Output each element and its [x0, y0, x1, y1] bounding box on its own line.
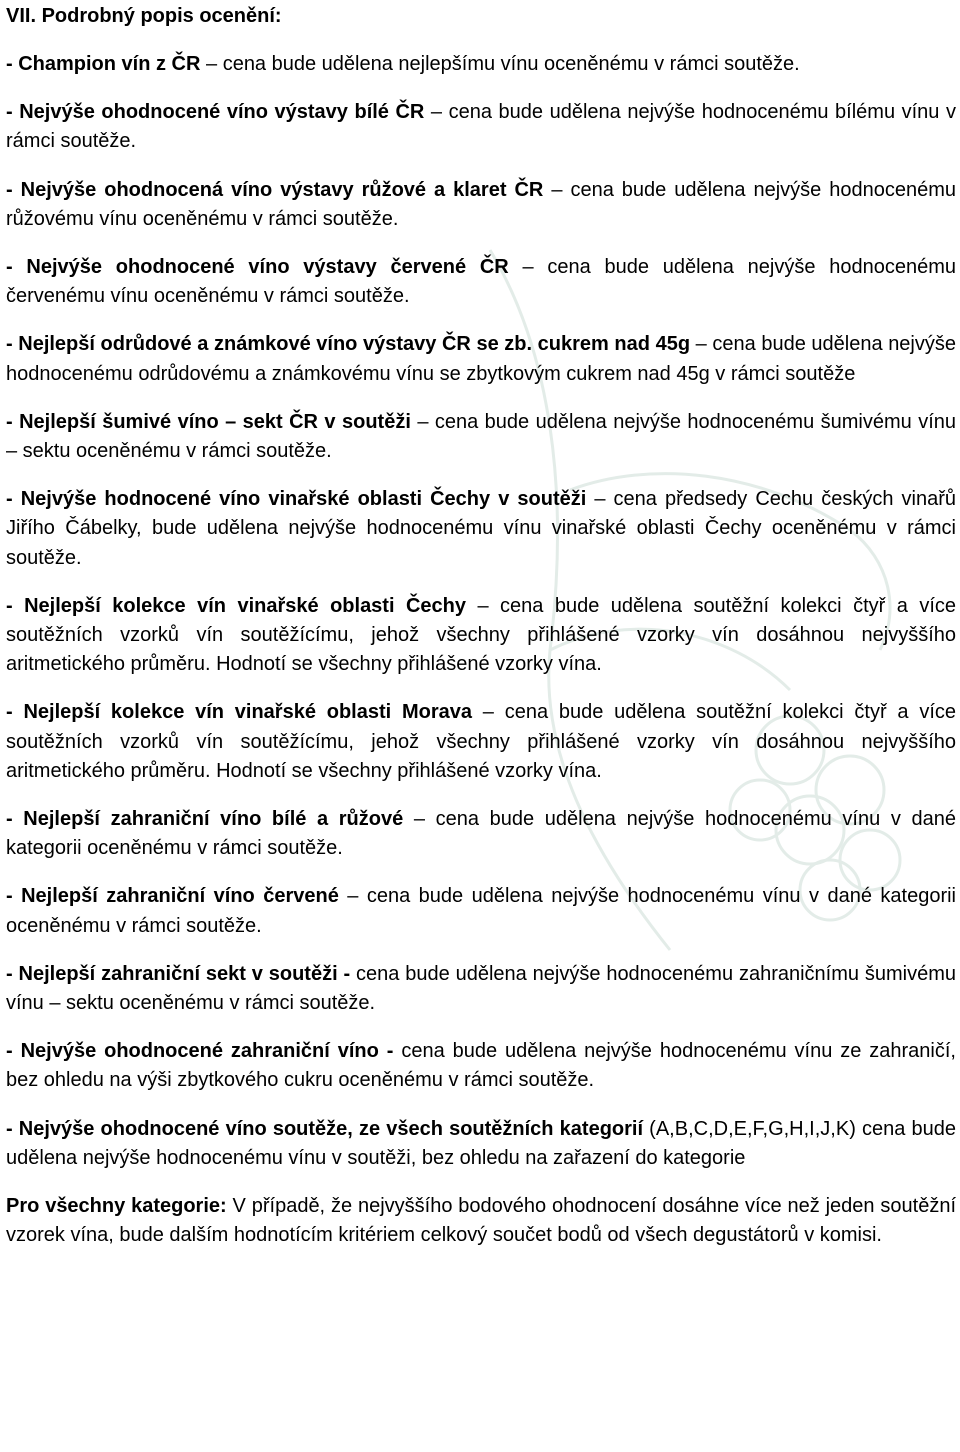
- award-foreign-best: [6, 1037, 956, 1095]
- award-title: - Nejvýše ohodnocené víno výstavy červené ČR: [6, 256, 509, 279]
- award-title: - Nejvýše ohodnocené víno výstavy bílé ČR: [6, 101, 425, 124]
- award-title: - Nejlepší kolekce vín vinařské oblasti Čechy: [6, 594, 467, 617]
- award-best-white-cr: [6, 98, 956, 156]
- award-text: – cena bude udělena nejvýše hodnocenému červenému vínu oceněnému v rámci soutěže.: [6, 256, 956, 308]
- award-text: (A,B,C,D,E,F,G,H,I,J,K) cena bude udělena nejvýše hodnocenému vínu v soutěži, bez ohledu na zařazení do kategorie: [6, 1117, 956, 1169]
- note-text: V případě, že nejvyššího bodového ohodnocení dosáhne více než jeden soutěžní vzorek vína, bude dalším hodnotícím kritériem celkový součet bodů od všech degustátorů v komisi.: [6, 1195, 957, 1247]
- award-title: - Nejvýše ohodnocená víno výstavy růžové a klaret ČR: [6, 178, 544, 201]
- award-text: – cena bude udělena nejvýše hodnocenému vínu v dané kategorii oceněnému v rámci soutěže.: [6, 885, 957, 937]
- award-best-bohemia: [6, 485, 956, 573]
- award-text: – cena bude udělena soutěžní kolekci čtyř a více soutěžních vzorků vín soutěžícímu, jehož všechny přihlášené vzorky vín dosáhnou nejvyššího aritmetického průměru. Hodnotí se všechny přihlášené vzorky vína.: [6, 701, 957, 782]
- award-title: - Champion vín z ČR: [6, 53, 201, 75]
- award-text: – cena předsedy Cechu českých vinařů Jiřího Čábelky, bude udělena nejvýše hodnocenému vínu vinařské oblasti Čechy oceněnému v rámci soutěže.: [6, 488, 957, 569]
- award-overall-best: [6, 1115, 956, 1173]
- award-text: – cena bude udělena nejvýše hodnocenému vínu v dané kategorii oceněnému v rámci soutěže.: [6, 808, 956, 860]
- award-text: cena bude udělena nejvýše hodnocenému zahraničnímu šumivému vínu – sektu oceněnému v rámci soutěže.: [6, 962, 956, 1015]
- award-title: - Nejlepší šumivé víno – sekt ČR v soutěži: [6, 410, 411, 433]
- award-best-rose-cr: [6, 176, 956, 234]
- award-title: - Nejlepší zahraniční sekt v soutěži -: [6, 962, 351, 985]
- award-title: - Nejlepší kolekce vín vinařské oblasti Morava: [6, 701, 473, 724]
- award-title: - Nejvýše ohodnocené víno soutěže, ze všech soutěžních kategorií: [6, 1117, 644, 1140]
- award-title: - Nejlepší odrůdové a známkové víno výstavy ČR se zb. cukrem nad 45g: [6, 333, 691, 356]
- award-text: – cena bude udělena nejvýše hodnocenému růžovému vínu oceněnému v rámci soutěže.: [6, 178, 957, 230]
- award-foreign-red: [6, 882, 956, 940]
- award-collection-moravia: [6, 698, 956, 786]
- document-page: [6, 0, 956, 1270]
- award-best-red-cr: [6, 253, 956, 311]
- award-collection-bohemia: [6, 592, 956, 680]
- award-champion: [6, 50, 956, 79]
- award-best-sweet: [6, 330, 956, 388]
- all-categories-note: [6, 1192, 956, 1250]
- award-text: – cena bude udělena nejvýše hodnocenému bílému vínu v rámci soutěže.: [6, 101, 956, 153]
- award-text: – cena bude udělena soutěžní kolekci čtyř a více soutěžních vzorků vín soutěžícímu, jehož všechny přihlášené vzorky vín dosáhnou nejvyššího aritmetického průměru. Hodnotí se všechny přihlášené vzorky vína.: [6, 594, 957, 676]
- award-title: - Nejlepší zahraniční víno červené: [6, 885, 339, 908]
- award-text: – cena bude udělena nejvýše hodnocenému odrůdovému a známkovému vínu se zbytkovým cukrem nad 45g v rámci soutěže: [6, 333, 957, 385]
- note-title: Pro všechny kategorie:: [6, 1195, 227, 1218]
- award-title: - Nejvýše hodnocené víno vinařské oblasti Čechy v soutěži: [6, 488, 587, 511]
- award-title: - Nejvýše ohodnocené zahraniční víno -: [6, 1040, 394, 1063]
- section-heading: VII. Podrobný popis ocenění:: [6, 5, 282, 27]
- award-best-sparkling: [6, 408, 956, 466]
- award-title: - Nejlepší zahraniční víno bílé a růžové: [6, 808, 404, 831]
- award-foreign-sparkling: [6, 960, 956, 1018]
- award-foreign-white-rose: [6, 805, 956, 863]
- award-text: – cena bude udělena nejvýše hodnocenému šumivému vínu – sektu oceněnému v rámci soutěže.: [6, 410, 956, 463]
- award-text: – cena bude udělena nejlepšímu vínu oceněnému v rámci soutěže.: [200, 53, 800, 75]
- award-text: cena bude udělena nejvýše hodnocenému vínu ze zahraničí, bez ohledu na výši zbytkového cukru oceněnému v rámci soutěže.: [6, 1040, 956, 1092]
